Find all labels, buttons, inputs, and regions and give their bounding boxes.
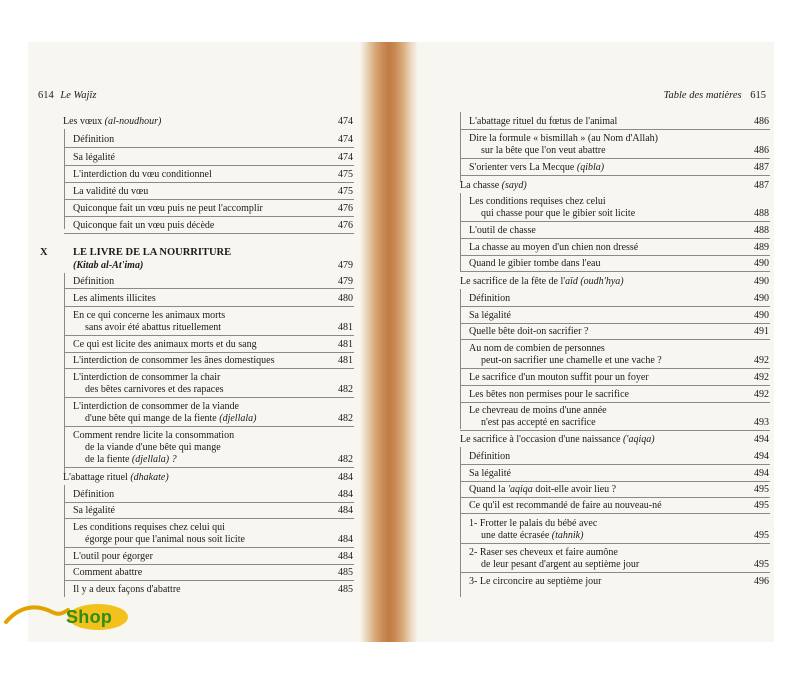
toc-entry (469, 484, 769, 496)
toc-entry-page: 484 (338, 551, 353, 562)
toc-entry-label: Quand la (469, 484, 506, 495)
toc-rule (460, 306, 770, 307)
toc-rule (64, 199, 354, 200)
toc-rule (64, 147, 354, 148)
toc-entry-page: 480 (338, 293, 353, 304)
toc-entry-label: Sa légalité (73, 505, 115, 516)
toc-entry (73, 169, 353, 181)
toc-rule (64, 165, 354, 166)
toc-entry (469, 547, 769, 559)
toc-entry-page: 485 (338, 567, 353, 578)
toc-indent-rule (64, 129, 65, 229)
toc-entry-label: Les bêtes non permises pour le sacrifice (469, 389, 629, 400)
toc-entry-page: 482 (338, 384, 353, 395)
toc-entry (73, 372, 353, 384)
toc-rule (64, 564, 354, 565)
toc-entry-label: Il y a deux façons d'abattre (73, 584, 181, 595)
toc-entry-page: 486 (754, 145, 769, 156)
toc-rule (64, 467, 354, 468)
toc-entry-label: Quiconque fait un vœu puis décède (73, 220, 215, 231)
toc-entry (63, 472, 353, 484)
toc-rule (460, 430, 770, 431)
toc-entry-page: 494 (754, 451, 769, 462)
toc-entry-label: La chasse au moyen d'un chien non dressé (469, 242, 639, 253)
toc-entry-cont (85, 322, 353, 334)
toc-entry (460, 434, 769, 446)
toc-entry-line1: Dire la formule « bismillah » (au Nom d'Allah) (469, 133, 658, 144)
toc-entry-italic: (dhakate) (130, 472, 169, 483)
toc-entry-page: 476 (338, 203, 353, 214)
right-running-header (664, 90, 766, 101)
toc-entry-label: Définition (73, 489, 115, 500)
toc-entry-cont (85, 454, 353, 466)
toc-entry-line1: En ce qui concerne les animaux morts (73, 310, 226, 321)
toc-entry-line2: une datte écrasée (481, 530, 550, 541)
toc-entry (469, 242, 769, 254)
toc-entry (469, 116, 769, 128)
toc-entry-cont (481, 559, 769, 571)
toc-entry-page: 495 (754, 530, 769, 541)
toc-entry (460, 276, 769, 288)
toc-entry-page: 479 (338, 276, 353, 287)
toc-entry-line2-italic: (tahnik) (551, 530, 584, 541)
toc-entry-page: 482 (338, 454, 353, 465)
logo-swoosh (6, 607, 68, 622)
toc-entry-page: 494 (754, 434, 769, 445)
toc-entry (469, 576, 769, 588)
toc-rule (64, 580, 354, 581)
toc-rule (64, 397, 354, 398)
toc-entry-page: 481 (338, 322, 353, 333)
toc-rule (64, 502, 354, 503)
toc-entry-line1: Le chevreau de moins d'une année (469, 405, 607, 416)
toc-entry-page: 489 (754, 242, 769, 253)
toc-entry-page: 492 (754, 355, 769, 366)
chapter-title: LE LIVRE DE LA NOURRITURE (73, 247, 232, 258)
toc-entry (469, 451, 769, 463)
toc-entry-line2-italic: (djellala) (219, 413, 257, 424)
toc-entry-page: 494 (754, 468, 769, 479)
toc-entry-line2: de leur pesant d'argent au septième jour (481, 559, 640, 570)
toc-entry-page: 474 (338, 134, 353, 145)
toc-entry (73, 401, 353, 413)
toc-entry-cont (85, 442, 353, 454)
toc-rule (460, 464, 770, 465)
toc-indent-rule (460, 193, 461, 271)
toc-indent-rule (460, 289, 461, 429)
toc-entry-page: 496 (754, 576, 769, 587)
toc-entry (73, 339, 353, 351)
toc-entry (73, 293, 353, 305)
toc-entry (469, 258, 769, 270)
toc-entry-line2: peut-on sacrifier une chamelle et une vache ? (481, 355, 662, 366)
toc-entry-line1: 2- Raser ses cheveux et faire aumône (469, 547, 618, 558)
toc-entry-cont (85, 384, 353, 396)
chapter-number: X (40, 247, 48, 258)
toc-entry-line1: Au nom de combien de personnes (469, 343, 605, 354)
toc-rule (460, 368, 770, 369)
toc-rule (460, 238, 770, 239)
toc-entry-label-after: doit-elle avoir lieu ? (535, 484, 617, 495)
toc-entry-line1: 1- Frotter le palais du bébé avec (469, 518, 598, 529)
toc-entry-page: 484 (338, 534, 353, 545)
toc-entry-cont (85, 413, 353, 425)
toc-entry-page: 484 (338, 505, 353, 516)
toc-entry-page: 484 (338, 472, 353, 483)
toc-entry-line1: Les conditions requises chez celui (469, 196, 606, 207)
toc-entry-label: Sa légalité (469, 310, 511, 321)
toc-rule (460, 339, 770, 340)
toc-rule (460, 481, 770, 482)
toc-entry-page: 491 (754, 326, 769, 337)
toc-rule (460, 158, 770, 159)
toc-entry (460, 180, 769, 192)
toc-entry-page: 495 (754, 484, 769, 495)
toc-rule (460, 497, 770, 498)
toc-entry-label: Sa légalité (73, 152, 115, 163)
toc-entry-line2: égorge pour que l'animal nous soit licite (85, 534, 245, 545)
toc-entry (469, 133, 769, 145)
chapter-subtitle-row (73, 260, 353, 272)
toc-entry-label: Ce qu'il est recommandé de faire au nouveau-né (469, 500, 662, 511)
toc-entry-line2: sans avoir été abattus rituellement (85, 322, 222, 333)
toc-entry-page: 490 (754, 310, 769, 321)
toc-entry-italic: aïd (oudh'hya) (565, 276, 624, 287)
toc-entry-label: 3- Le circoncire au septième jour (469, 576, 602, 587)
toc-entry-label: La validité du vœu (73, 186, 149, 197)
toc-entry-italic: (al-noudhour) (104, 116, 162, 127)
toc-entry-page: 475 (338, 186, 353, 197)
toc-entry (469, 518, 769, 530)
toc-entry-label: Les aliments illicites (73, 293, 156, 304)
toc-entry-label: Le sacrifice de la fête de l' (460, 276, 566, 287)
toc-entry-cont (481, 355, 769, 367)
toc-rule (460, 255, 770, 256)
toc-entry (73, 276, 353, 288)
toc-indent-rule (460, 447, 461, 597)
toc-entry (469, 310, 769, 322)
toc-entry-page: 484 (338, 489, 353, 500)
toc-entry-page: 474 (338, 116, 353, 127)
toc-rule (64, 288, 354, 289)
toc-rule (64, 368, 354, 369)
toc-entry-italic: 'aqiqa (507, 484, 533, 495)
toc-rule (64, 233, 354, 234)
toc-entry (73, 152, 353, 164)
toc-entry-line2: d'une bête qui mange de la fiente (85, 413, 217, 424)
toc-entry-cont (481, 417, 769, 429)
toc-entry-label: Le sacrifice à l'occasion d'une naissance (460, 434, 621, 445)
toc-entry-page: 488 (754, 208, 769, 219)
toc-entry (469, 372, 769, 384)
toc-entry (73, 186, 353, 198)
toc-entry-page: 476 (338, 220, 353, 231)
toc-entry (73, 355, 353, 367)
chapter-page: 479 (338, 260, 353, 271)
chapter-subtitle: (Kitab al-At'ima) (73, 260, 144, 271)
toc-entry (73, 310, 353, 322)
toc-entry (73, 489, 353, 501)
toc-entry (73, 134, 353, 146)
toc-entry-line2: de la viande d'une bête qui mange (85, 442, 221, 453)
toc-entry-label: L'outil pour égorger (73, 551, 153, 562)
toc-entry (469, 500, 769, 512)
toc-rule (460, 221, 770, 222)
toc-entry-page: 482 (338, 413, 353, 424)
toc-entry-label: Les vœux (63, 116, 103, 127)
toc-entry-page: 492 (754, 389, 769, 400)
toc-rule (64, 518, 354, 519)
toc-entry-label: L'abattage rituel (63, 472, 128, 483)
toc-entry (469, 389, 769, 401)
toc-rule (460, 513, 770, 514)
toc-entry-page: 481 (338, 355, 353, 366)
toc-entry-label: Le sacrifice d'un mouton suffit pour un foyer (469, 372, 649, 383)
toc-rule (460, 175, 770, 176)
toc-rule (64, 335, 354, 336)
toc-entry-line2: qui chasse pour que le gibier soit licite (481, 208, 636, 219)
toc-entry (73, 203, 353, 215)
toc-rule (64, 182, 354, 183)
toc-rule (460, 402, 770, 403)
toc-entry (63, 116, 353, 128)
toc-rule (460, 323, 770, 324)
toc-entry-label: Quelle bête doit-on sacrifier ? (469, 326, 589, 337)
toc-entry-label: La chasse (460, 180, 500, 191)
toc-entry (73, 522, 353, 534)
toc-rule (460, 271, 770, 272)
toc-entry-line2: n'est pas accepté en sacrifice (481, 417, 596, 428)
toc-rule (64, 216, 354, 217)
toc-entry (469, 405, 769, 417)
toc-entry-page: 486 (754, 116, 769, 127)
toc-entry-label: Comment abattre (73, 567, 143, 578)
logo-text: Shop (66, 607, 113, 627)
toc-rule (460, 543, 770, 544)
toc-entry-page: 475 (338, 169, 353, 180)
toc-entry-label: Ce qui est licite des animaux morts et du sang (73, 339, 257, 350)
right-running-title: Table des matières (663, 90, 742, 101)
toc-entry-label: Quand le gibier tombe dans l'eau (469, 258, 601, 269)
toc-rule (64, 306, 354, 307)
toc-entry-line1: Les conditions requises chez celui qui (73, 522, 225, 533)
toc-entry-label: S'orienter vers La Mecque (469, 162, 575, 173)
toc-entry-cont (481, 208, 769, 220)
toc-entry-page: 474 (338, 152, 353, 163)
left-page-number: 614 (38, 90, 54, 101)
toc-rule (460, 129, 770, 130)
toc-entry-line2: sur la bête que l'on veut abattre (481, 145, 606, 156)
toc-entry-label: Quiconque fait un vœu puis ne peut l'accomplir (73, 203, 263, 214)
toc-entry-page: 488 (754, 225, 769, 236)
toc-rule (460, 572, 770, 573)
toc-entry (469, 162, 769, 174)
toc-entry-line1: L'interdiction de consommer de la viande (73, 401, 239, 412)
toc-entry-page: 487 (754, 180, 769, 191)
toc-entry (73, 430, 353, 442)
toc-rule (460, 385, 770, 386)
toc-entry-page: 490 (754, 276, 769, 287)
toc-entry-label: Sa légalité (469, 468, 511, 479)
toc-indent-rule (460, 112, 461, 182)
toc-entry-label: L'abattage rituel du fœtus de l'animal (469, 116, 618, 127)
toc-entry-page: 487 (754, 162, 769, 173)
toc-entry-label: Définition (73, 134, 115, 145)
toc-entry-label: Définition (469, 451, 511, 462)
toc-entry-italic: (sayd) (501, 180, 527, 191)
toc-entry-label: Définition (73, 276, 115, 287)
book-spine (360, 42, 418, 642)
toc-entry (73, 220, 353, 232)
toc-entry (469, 196, 769, 208)
left-running-title: Le Wajîz (60, 90, 97, 101)
toc-entry-page: 493 (754, 417, 769, 428)
toc-rule (64, 547, 354, 548)
toc-entry (469, 343, 769, 355)
toc-indent-rule (64, 273, 65, 473)
right-page-number: 615 (750, 90, 766, 101)
toc-entry (469, 293, 769, 305)
toc-entry (73, 505, 353, 517)
toc-entry-label: L'interdiction du vœu conditionnel (73, 169, 212, 180)
toc-entry-italic: (qibla) (576, 162, 605, 173)
toc-entry-page: 495 (754, 500, 769, 511)
toc-entry-page: 485 (338, 584, 353, 595)
toc-entry (73, 551, 353, 563)
toc-entry-label: L'outil de chasse (469, 225, 536, 236)
toc-entry-page: 481 (338, 339, 353, 350)
toc-entry-line2: des bêtes carnivores et des rapaces (85, 384, 224, 395)
toc-entry-line1: Comment rendre licite la consommation (73, 430, 235, 441)
toc-entry-line3: de la fiente (85, 454, 130, 465)
toc-rule (64, 426, 354, 427)
toc-entry-page: 492 (754, 372, 769, 383)
toc-rule (64, 352, 354, 353)
toc-entry (469, 326, 769, 338)
toc-entry-line3-italic: (djellala) ? (131, 454, 177, 465)
toc-entry-page: 490 (754, 258, 769, 269)
toc-entry (73, 584, 353, 596)
toc-entry-page: 495 (754, 559, 769, 570)
toc-entry-italic: ('aqiqa) (622, 434, 655, 445)
toc-entry (73, 567, 353, 579)
toc-entry-cont (481, 145, 769, 157)
left-running-header (34, 90, 96, 101)
toc-entry-cont (481, 530, 769, 542)
toc-entry-line1: L'interdiction de consommer la chair (73, 372, 221, 383)
toc-entry-label: Définition (469, 293, 511, 304)
toc-entry-label: L'interdiction de consommer les ânes domestiques (73, 355, 275, 366)
toc-entry (469, 468, 769, 480)
toc-entry-page: 490 (754, 293, 769, 304)
toc-entry (469, 225, 769, 237)
toc-entry-cont (85, 534, 353, 546)
